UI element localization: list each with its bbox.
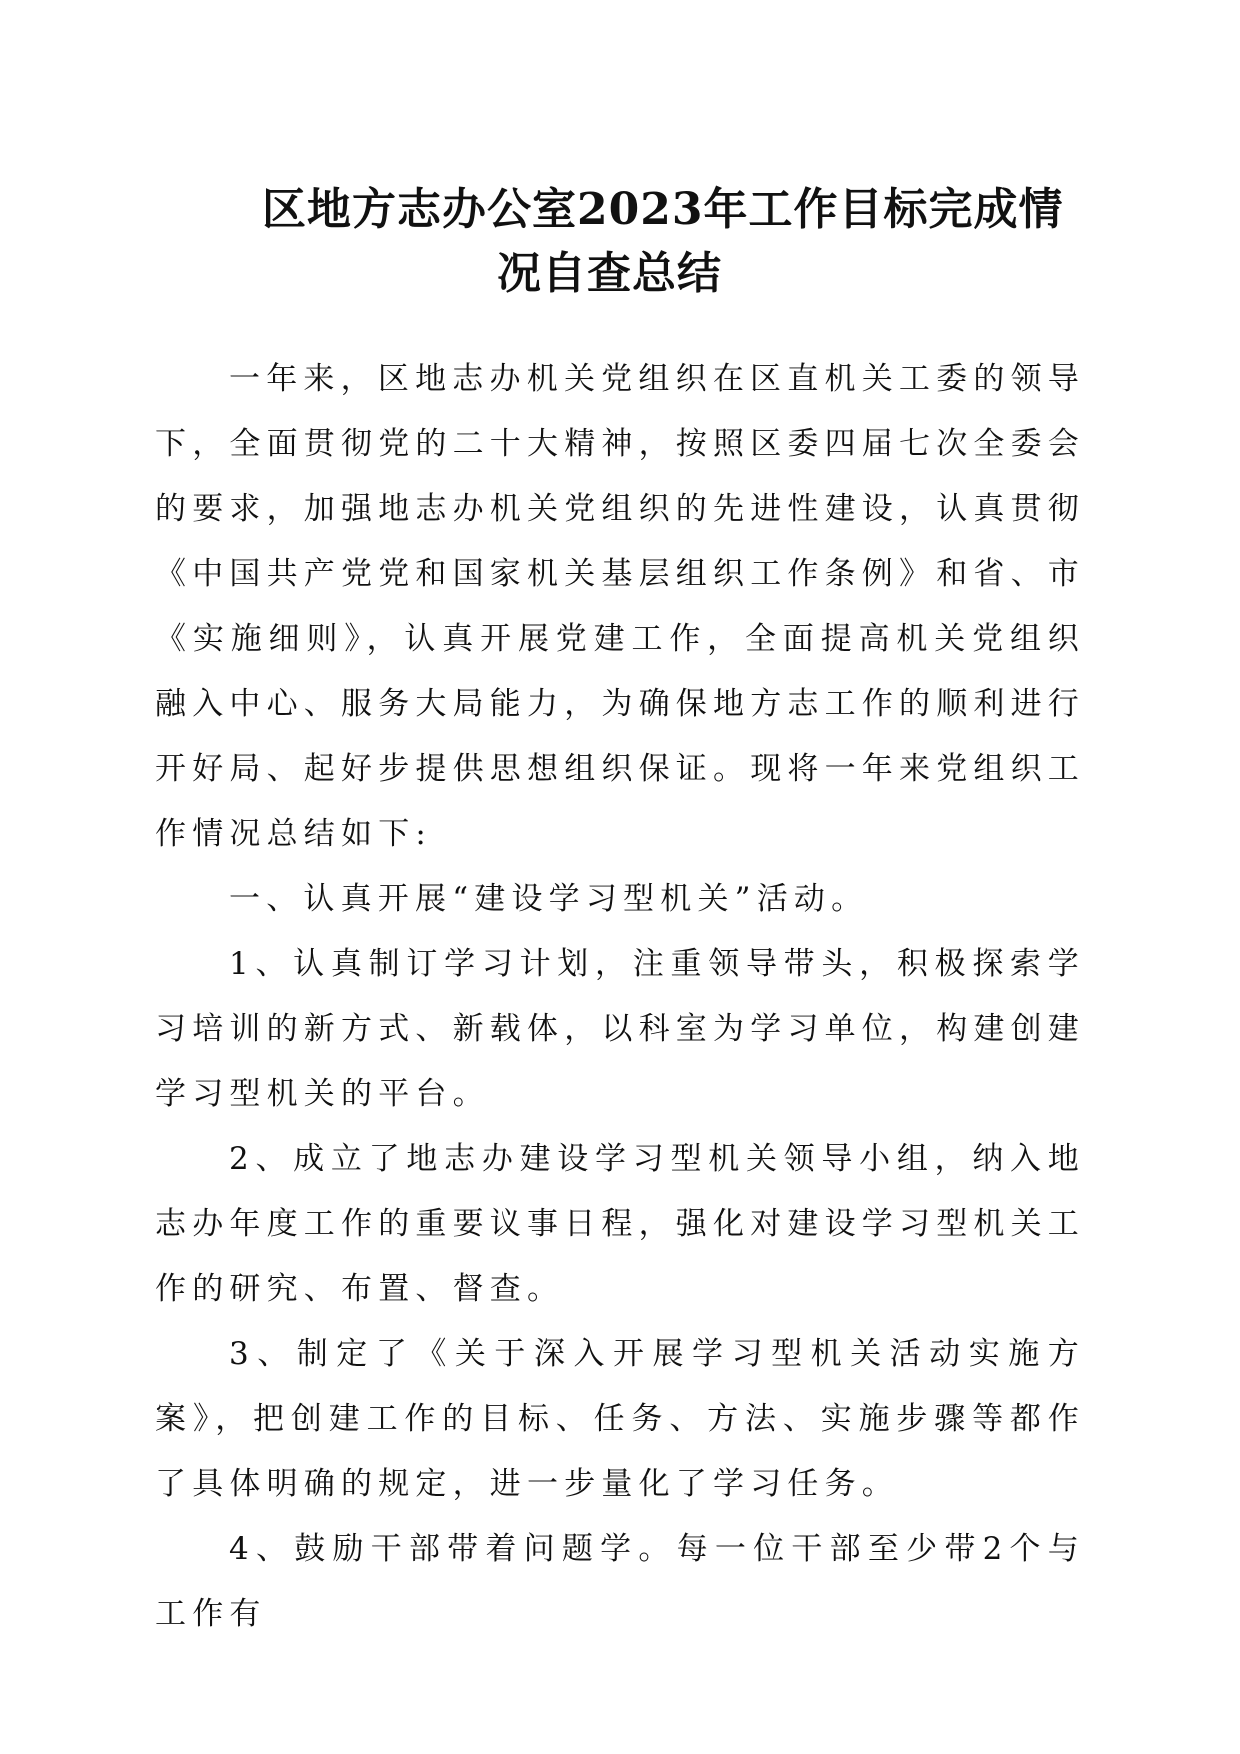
list-item: 2、成立了地志办建设学习型机关领导小组，纳入地志办年度工作的重要议事日程，强化对建设学习型机关工作的研究、布置、督查。 [155,1141,1085,1307]
list-item: 4、鼓励干部带着问题学。每一位干部至少带2个与工作有 [155,1531,1085,1632]
intro-paragraph: 一年来，区地志办机关党组织在区直机关工委的领导下，全面贯彻党的二十大精神，按照区委四届七次全委会的要求，加强地志办机关党组织的先进性建设，认真贯彻《中国共产党党和国家机关基层组织工作条例》和省、市《实施细则》，认真开展党建工作，全面提高机关党组织融入中心、服务大局能力，为确保地方志工作的顺利进行开好局、起好步提供思想组织保证。现将一年来党组织工作情况总结如下: [155,361,1085,852]
document-body [155,347,1085,1647]
document-title-line-1: 区地方志办公室2023年工作目标完成情 [262,184,1064,235]
list-item: 1、认真制订学习计划，注重领导带头，积极探索学习培训的新方式、新载体，以科室为学习单位，构建创建学习型机关的平台。 [155,946,1085,1112]
section-heading: 一、认真开展“建设学习型机关”活动。 [229,881,869,917]
document-title-line-2: 况自查总结 [497,248,722,299]
list-item: 3、制定了《关于深入开展学习型机关活动实施方案》，把创建工作的目标、任务、方法、实施步骤等都作了具体明确的规定，进一步量化了学习任务。 [155,1336,1085,1502]
